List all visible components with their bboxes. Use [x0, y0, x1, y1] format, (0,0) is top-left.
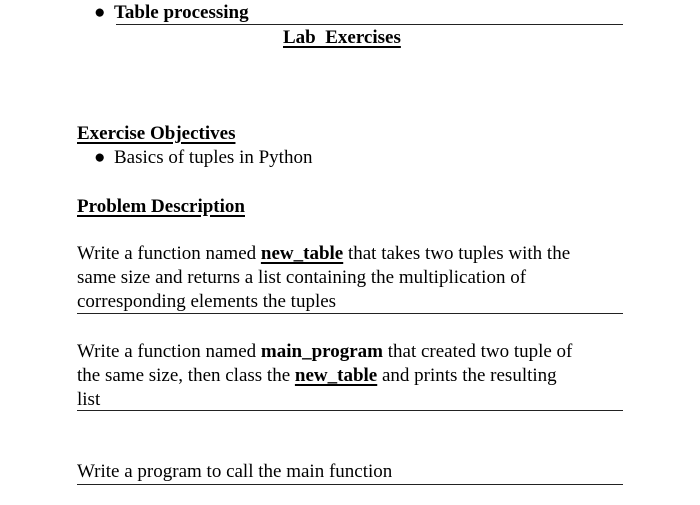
objectives-heading: Exercise Objectives — [77, 123, 236, 144]
paragraph-new-table — [77, 242, 637, 314]
paragraph-rule — [77, 484, 623, 485]
table-processing-heading: Table processing — [114, 2, 249, 23]
paragraph-line: corresponding elements the tuples — [77, 291, 337, 312]
paragraph-main-program — [77, 340, 637, 412]
paragraph-line: list — [77, 389, 101, 410]
paragraph-rule — [77, 410, 623, 411]
paragraph-line — [77, 364, 637, 388]
text-span: that takes two tuples with the — [343, 243, 571, 264]
paragraph-call-main: Write a program to call the main function — [77, 461, 393, 482]
lab-exercises-title: Lab Exercises — [283, 27, 401, 48]
text-span: Write a function named — [77, 243, 261, 264]
text-span: the same size, then class the — [77, 365, 295, 386]
text-span: that created two tuple of — [382, 341, 573, 362]
objectives-list-item — [94, 146, 312, 170]
function-name-main-program: main_program — [260, 341, 383, 362]
header-rule — [116, 24, 623, 25]
objectives-item-text: Basics of tuples in Python — [114, 147, 313, 168]
paragraph-line: same size and returns a list containing the multiplication of — [77, 267, 527, 288]
paragraph-rule — [77, 313, 623, 314]
problem-description-heading: Problem Description — [77, 196, 245, 217]
paragraph-line — [77, 340, 637, 364]
bullet-icon: ● — [94, 2, 106, 23]
text-span: Write a function named — [77, 341, 261, 362]
function-name-new-table: new_table — [260, 243, 344, 264]
header-bullet-item — [94, 1, 249, 25]
function-name-new-table: new_table — [294, 365, 378, 386]
bullet-icon: ● — [94, 147, 106, 168]
text-span: and prints the resulting — [377, 365, 557, 386]
paragraph-line — [77, 242, 637, 266]
